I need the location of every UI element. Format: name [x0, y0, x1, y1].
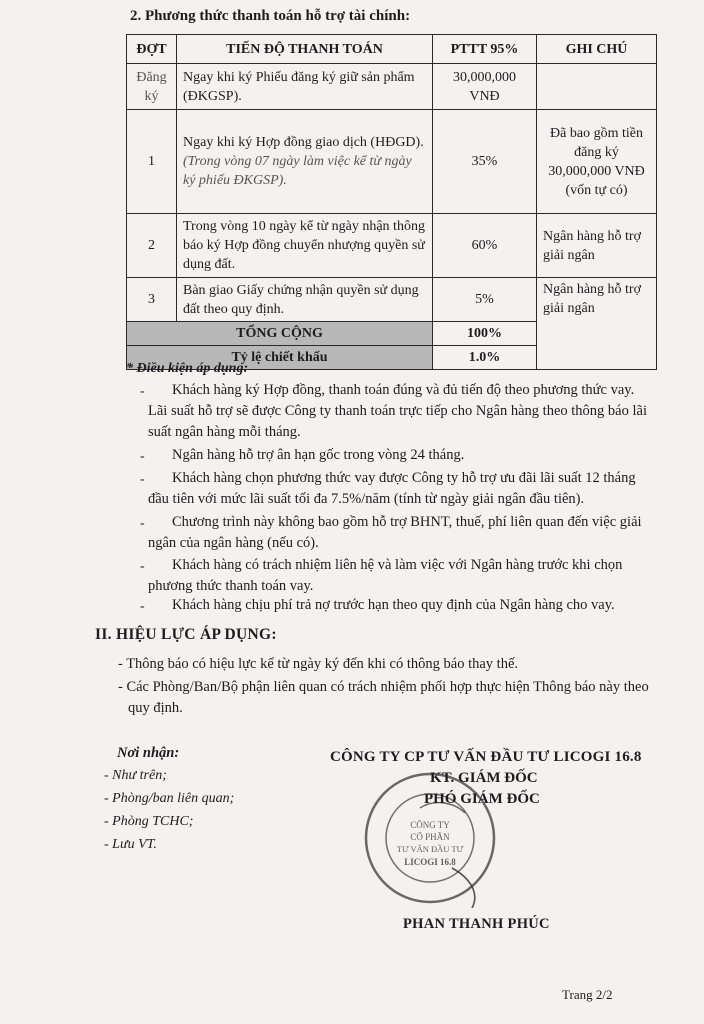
condition-item: Chương trình này không bao gồm hỗ trợ BHNT, thuế, phí liên quan đến việc giải ngân của ngân hàng (nếu có). — [148, 514, 642, 551]
discount-value: 1.0% — [433, 346, 537, 370]
condition-item: Khách hàng có trách nhiệm liên hệ và làm việc với Ngân hàng trước khi chọn phương thức thanh toán vay. — [148, 557, 623, 594]
document-page: 2. Phương thức thanh toán hỗ trợ tài chính: ĐỢT TIẾN ĐỘ THANH TOÁN PTTT 95% GHI CHÚ Đăng ký Ngay khi ký Phiếu đăng ký giữ sản phẩm (ĐKGSP). 30,000,000 VNĐ 1 Ngay khi ký Hợp đồng giao dịch (HĐGD). (Trong vòng 07 ngày làm việc kể từ ngày ký phiếu ĐKGSP). 35% Đã bao gồm tiền đăng ký 30,000,000 VNĐ (vốn tự có) 2 Trong vòng 10 ngày kể từ ngày nhận thông báo ký Hợp đồng chuyển nhượng quyền sử dụng đất. 60% Ngân hàng hỗ trợ giải ngân 3 Bàn giao Giấy chứng nhận quyền sử dụng đất theo quy định. 5% Ngân hàng hỗ trợ giải ngân TỔNG CỘNG 100% Tỷ lệ chiết khấu 1.0% * Điều kiện áp dụng: - Khách hàng ký Hợp đồng, thanh toán đúng và đủ tiến độ theo phương thức vay. Lãi suất hỗ trợ sẽ được Công ty thanh toán trực tiếp cho Ngân hàng theo thông báo lãi suất ngân hàng mỗi tháng. - Ngân hàng hỗ trợ ân hạn gốc trong vòng 24 tháng. - Khách hàng chọn phương thức vay được Công ty hỗ trợ ưu đãi lãi suất 12 tháng đầu tiên với mức lãi suất tối đa 7.5%/năm (tính từ ngày giải ngân đầu tiên). - Chương trình này không bao gồm hỗ trợ BHNT, thuế, phí liên quan đến việc giải ngân của ngân hàng (nếu có). - Khách hàng có trách nhiệm liên hệ và làm việc với Ngân hàng trước khi chọn phương thức thanh toán vay. - Khách hàng chịu phí trả nợ trước hạn theo quy định của Ngân hàng cho vay. II. HIỆU LỰC ÁP DỤNG: - Thông báo có hiệu lực kể từ ngày ký đến khi có thông báo thay thế. - Các Phòng/Ban/Bộ phận liên quan có trách nhiệm phối hợp thực hiện Thông báo này theo quy định. Nơi nhận: - Như trên; - Phòng/ban liên quan; - Phòng TCHC; - Lưu VT. CÔNG TY CỔ PHẦN TƯ VẤN ĐẦU TƯ LICOGI 16.8 CÔNG TY CP TƯ VẤN ĐẦU TƯ LICOGI 16.8 KT. GIÁM ĐỐC PHÓ GIÁM ĐỐC PHAN THANH PHÚC Trang 2/2 — [0, 0, 704, 1024]
payment-schedule-table — [126, 34, 657, 370]
header-pttt: PTTT 95% — [433, 35, 537, 64]
cell-pttt: 30,000,000 VNĐ — [433, 64, 537, 110]
table-row — [127, 110, 657, 214]
condition-item: Khách hàng chọn phương thức vay được Công ty hỗ trợ ưu đãi lãi suất 12 tháng đầu tiên với mức lãi suất tối đa 7.5%/năm (tính từ ngày giải ngân đầu tiên). — [148, 470, 636, 507]
table-row — [127, 64, 657, 110]
cell-pttt: 60% — [433, 214, 537, 278]
header-ghi-chu: GHI CHÚ — [537, 35, 657, 64]
header-dot: ĐỢT — [127, 35, 177, 64]
cell-tien-do-main: Ngay khi ký Hợp đồng giao dịch (HĐGD). — [183, 135, 424, 150]
condition-item: Khách hàng ký Hợp đồng, thanh toán đúng và đủ tiến độ theo phương thức vay. Lãi suất hỗ trợ sẽ được Công ty thanh toán trực tiếp cho Ngân hàng theo thông báo lãi suất ngân hàng mỗi tháng. — [148, 382, 647, 440]
svg-text:CỔ PHẦN: CỔ PHẦN — [410, 832, 450, 842]
cell-tien-do: Ngay khi ký Phiếu đăng ký giữ sản phẩm (ĐKGSP). — [177, 64, 433, 110]
recipient-item: - Lưu VT. — [104, 837, 157, 852]
table-row — [127, 214, 657, 278]
page-number: Trang 2/2 — [562, 987, 613, 1002]
condition-item: Ngân hàng hỗ trợ ân hạn gốc trong vòng 24 tháng. — [172, 447, 465, 463]
condition-item: Khách hàng chịu phí trả nợ trước hạn theo quy định của Ngân hàng cho vay. — [172, 597, 615, 613]
payment-method-heading: 2. Phương thức thanh toán hỗ trợ tài chính: — [130, 8, 411, 24]
total-value: 100% — [433, 322, 537, 346]
cell-ghi-chu — [537, 64, 657, 110]
recipient-item: - Phòng/ban liên quan; — [104, 791, 235, 806]
cell-dot: 1 — [127, 110, 177, 214]
recipient-item: - Phòng TCHC; — [104, 814, 194, 829]
cell-dot: Đăng ký — [127, 64, 177, 110]
svg-text:CÔNG TY: CÔNG TY — [410, 820, 450, 830]
total-label: TỔNG CỘNG — [127, 322, 433, 346]
cell-dot: 2 — [127, 214, 177, 278]
cell-tien-do — [177, 110, 433, 214]
recipient-item: - Như trên; — [104, 768, 167, 783]
cell-pttt: 35% — [433, 110, 537, 214]
cell-dot: 3 — [127, 278, 177, 322]
cell-tien-do: Trong vòng 10 ngày kể từ ngày nhận thông báo ký Hợp đồng chuyển nhượng quyền sử dụng đất. — [177, 214, 433, 278]
header-tien-do: TIẾN ĐỘ THANH TOÁN — [177, 35, 433, 64]
company-name: CÔNG TY CP TƯ VẤN ĐẦU TƯ LICOGI 16.8 — [330, 749, 642, 765]
svg-text:TƯ VẤN ĐẦU TƯ: TƯ VẤN ĐẦU TƯ — [396, 844, 464, 854]
cell-pttt: 5% — [433, 278, 537, 322]
svg-text:LICOGI 16.8: LICOGI 16.8 — [404, 857, 456, 867]
table-row — [127, 278, 657, 322]
section-ii-item: - Các Phòng/Ban/Bộ phận liên quan có trách nhiệm phối hợp thực hiện Thông báo này theo quy định. — [118, 679, 649, 716]
cell-tien-do-note: (Trong vòng 07 ngày làm việc kể từ ngày ký phiếu ĐKGSP). — [183, 154, 412, 188]
recipients-title: Nơi nhận: — [117, 745, 180, 761]
cell-ghi-chu: Ngân hàng hỗ trợ giải ngân — [537, 214, 657, 278]
section-ii-title: II. HIỆU LỰC ÁP DỤNG: — [95, 626, 277, 643]
cell-ghi-chu: Ngân hàng hỗ trợ giải ngân — [537, 278, 657, 370]
cell-tien-do: Bàn giao Giấy chứng nhận quyền sử dụng đất theo quy định. — [177, 278, 433, 322]
table-header-row — [127, 35, 657, 64]
signer-name: PHAN THANH PHÚC — [403, 916, 550, 932]
cell-ghi-chu: Đã bao gồm tiền đăng ký 30,000,000 VNĐ (vốn tự có) — [537, 110, 657, 214]
conditions-title: * Điều kiện áp dụng: — [126, 361, 249, 376]
discount-label: Tỷ lệ chiết khấu — [127, 346, 433, 370]
deputy-director-label: PHÓ GIÁM ĐỐC — [424, 791, 540, 807]
kt-director-label: KT. GIÁM ĐỐC — [430, 770, 538, 786]
company-stamp — [360, 768, 500, 908]
section-ii-item: - Thông báo có hiệu lực kể từ ngày ký đến khi có thông báo thay thế. — [118, 656, 519, 672]
